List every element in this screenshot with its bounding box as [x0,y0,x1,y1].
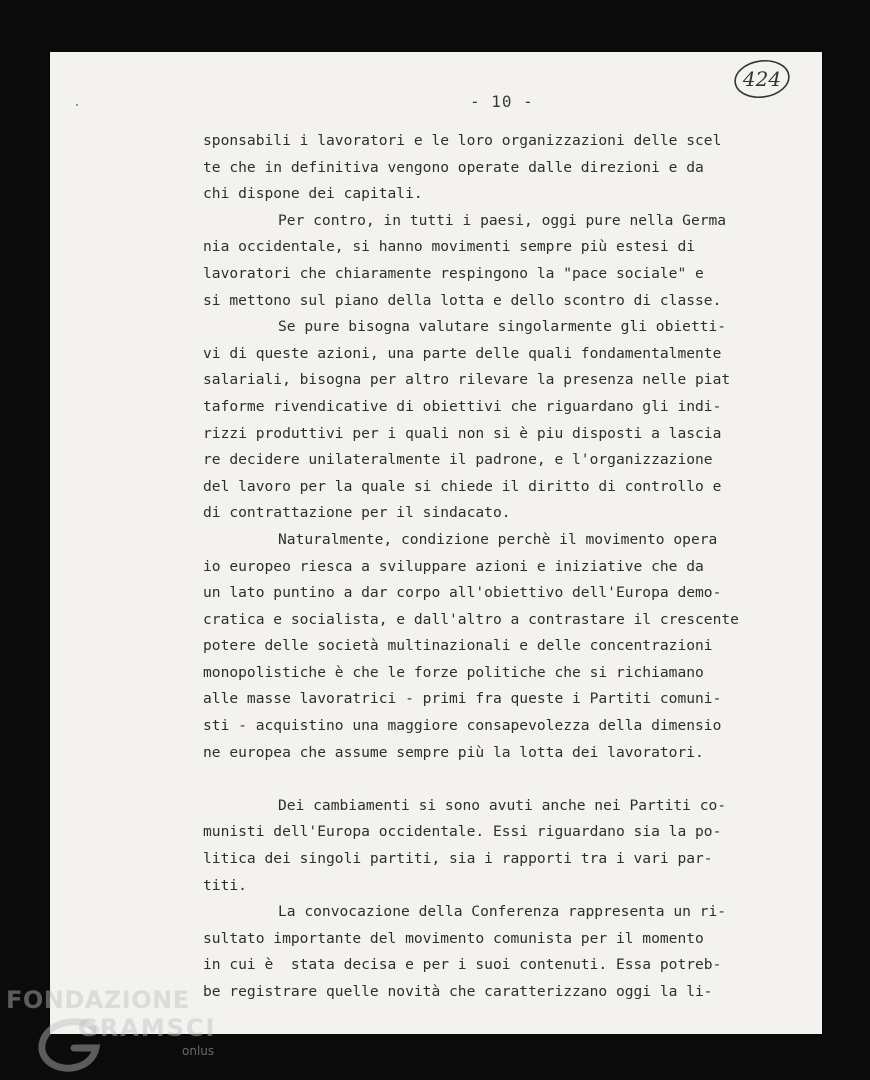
text-line: sti - acquistino una maggiore consapevolezza della dimensio [203,717,722,735]
watermark-line-fondazione: FONDAZIONE [6,986,190,1014]
archive-number-stamp [732,58,792,100]
paragraph-gap [203,766,793,793]
text-line: lavoratori che chiaramente respingono la "pace sociale" e [203,264,704,282]
text-line: si mettono sul piano della lotta e dello scontro di classe. [203,291,722,309]
text-line: potere delle società multinazionali e delle concentrazioni [203,637,713,655]
fondazione-gramsci-watermark [6,986,246,1076]
text-line: taforme rivendicative di obiettivi che riguardano gli indi- [203,397,722,415]
text-line: titi. [203,876,247,894]
text-line: Per contro, in tutti i paesi, oggi pure nella Germa [278,211,727,229]
paper-speck [76,104,78,106]
text-line: salariali, bisogna per altro rilevare la presenza nelle piat [203,371,731,389]
text-line: sponsabili i lavoratori e le loro organizzazioni delle scel [203,132,722,149]
document-page [50,52,822,1034]
page-number: - 10 - [470,92,534,111]
text-line: alle masse lavoratrici - primi fra queste i Partiti comuni- [203,690,722,708]
text-line: La convocazione della Conferenza rappresenta un ri- [278,903,727,921]
text-line: un lato puntino a dar corpo all'obiettivo dell'Europa demo- [203,584,722,602]
text-line: rizzi produttivi per i quali non si è piu disposti a lascia [203,424,722,442]
text-line: te che in definitiva vengono operate dalle direzioni e da [203,158,704,176]
text-line: del lavoro per la quale si chiede il diritto di controllo e [203,477,722,495]
typed-body-text [203,128,793,1006]
text-line: in cui è stata decisa e per i suoi contenuti. Essa potreb- [203,956,722,974]
text-line: chi dispone dei capitali. [203,185,423,203]
text-line: io europeo riesca a sviluppare azioni e iniziative che da [203,557,704,575]
watermark-line-onlus: onlus [182,1044,215,1058]
text-line: ne europea che assume sempre più la lotta dei lavoratori. [203,743,704,761]
text-line: cratica e socialista, e dall'altro a contrastare il crescente [203,610,739,628]
text-line: munisti dell'Europa occidentale. Essi riguardano sia la po- [203,823,722,841]
text-line: Dei cambiamenti si sono avuti anche nei Partiti co- [278,796,727,814]
text-line: Naturalmente, condizione perchè il movimento opera [278,530,718,548]
text-line: be registrare quelle novità che caratterizzano oggi la li- [203,983,713,1000]
text-line: di contrattazione per il sindacato. [203,504,511,522]
text-line: re decidere unilateralmente il padrone, e l'organizzazione [203,451,713,469]
text-line: nia occidentale, si hanno movimenti sempre più estesi di [203,238,696,256]
watermark-line-gramsci: GRAMSCI [78,1014,217,1042]
text-line: vi di queste azioni, una parte delle quali fondamentalmente [203,344,722,362]
text-line: Se pure bisogna valutare singolarmente gli obietti- [278,318,727,336]
text-line: monopolistiche è che le forze politiche che si richiamano [203,663,704,681]
text-line: sultato importante del movimento comunista per il momento [203,929,704,947]
handwritten-archive-number [732,58,792,100]
text-line: litica dei singoli partiti, sia i rapporti tra i vari par- [203,850,713,868]
archive-number-text: 424 [742,67,782,91]
